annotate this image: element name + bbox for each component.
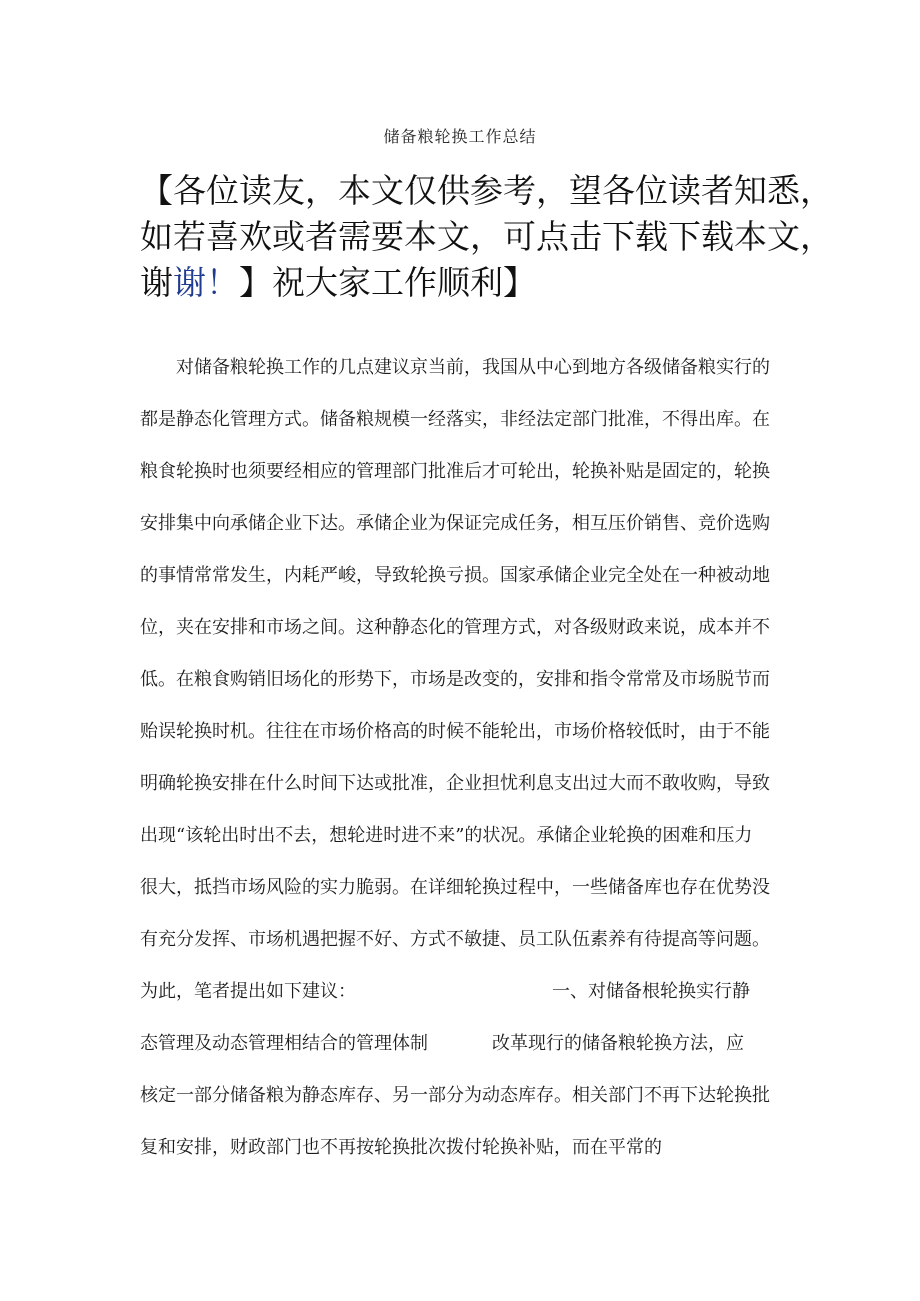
- paragraph-line: 的事情常常发生，内耗严峻，导致轮换亏损。国家承储企业完全处在一种被动地: [140, 565, 770, 586]
- paragraph-line: 复和安排，财政部门也不再按轮换批次拨付轮换补贴，而在平常的: [140, 1137, 662, 1158]
- paragraph-line: 低。在粮食购销旧场化的形势下，市场是改变的，安排和指令常常及市场脱节而: [140, 669, 770, 690]
- notice-line-3: [140, 260, 800, 306]
- notice-thanks-b: 谢！: [173, 263, 239, 302]
- reader-notice: [140, 168, 833, 306]
- paragraph-line: 出现“该轮出时出不去，想轮进时进不来”的状况。承储企业轮换的困难和压力: [140, 825, 753, 846]
- section-heading-start: 一、对储备根轮换实行静: [552, 981, 750, 1002]
- section-heading-end: 态管理及动态管理相结合的管理体制: [140, 1033, 428, 1054]
- paragraph-line: 对储备粮轮换工作的几点建议京当前，我国从中心到地方各级储备粮实行的: [176, 357, 770, 378]
- paragraph-line: 粮食轮换时也须要经相应的管理部门批准后才可轮出，轮换补贴是固定的，轮换: [140, 461, 770, 482]
- paragraph-line: 核定一部分储备粮为静态库存、另一部分为动态库存。相关部门不再下达轮换批: [140, 1085, 770, 1106]
- document-title: 储备粮轮换工作总结: [383, 127, 537, 146]
- paragraph-line-lead: 改革现行的储备粮轮换方法，应: [492, 1033, 744, 1054]
- paragraph-line: 位，夹在安排和市场之间。这种静态化的管理方式，对各级财政来说，成本并不: [140, 617, 770, 638]
- paragraph-line: 贻误轮换时机。往往在市场价格高的时候不能轮出，市场价格较低时，由于不能: [140, 721, 770, 742]
- notice-line-2: 如若喜欢或者需要本文，可点击下载下载本文，: [140, 217, 833, 256]
- paragraph-line: 都是静态化管理方式。储备粮规模一经落实，非经法定部门批准，不得出库。在: [140, 409, 770, 430]
- paragraph-line-lead: 为此，笔者提出如下建议：: [140, 981, 356, 1002]
- paragraph-line: 安排集中向承储企业下达。承储企业为保证完成任务，相互压价销售、竞价选购: [140, 513, 770, 534]
- paragraph-line: 有充分发挥、市场机遇把握不好、方式不敏捷、员工队伍素养有待提高等问题。: [140, 929, 770, 950]
- paragraph-line: 很大，抵挡市场风险的实力脆弱。在详细轮换过程中，一些储备库也存在优势没: [140, 877, 770, 898]
- paragraph-line: 明确轮换安排在什么时间下达或批准，企业担忧利息支出过大而不敢收购，导致: [140, 773, 770, 794]
- notice-thanks-a: 谢: [140, 263, 173, 302]
- notice-line-1: 【各位读友，本文仅供参考，望各位读者知悉，: [140, 171, 833, 210]
- notice-wish: 】祝大家工作顺利】: [239, 263, 536, 302]
